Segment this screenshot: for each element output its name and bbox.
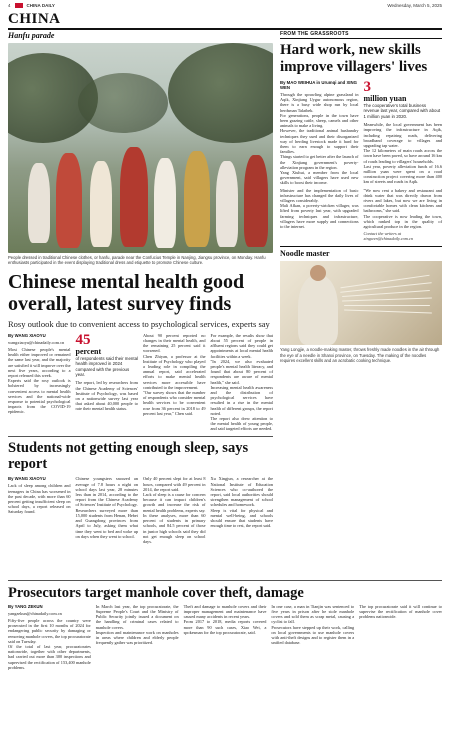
manhole-section bbox=[8, 580, 442, 670]
mental-health-headline: Chinese mental health good overall, latest survey finds bbox=[8, 270, 245, 315]
manhole-paragraph: In March last year, the top procuratorate, the Supreme People's Court and the Ministry of Public Security jointly issued a document on the handling of criminal cases related to manhole covers. bbox=[95, 603, 179, 630]
mental-email[interactable]: wangxiaoyu@chinadaily.com.cn bbox=[8, 339, 65, 345]
manhole-paragraph: The top procuratorate said it will continue to supervise the rectification of manhole cover problems nationwide. bbox=[359, 603, 442, 620]
noodle-master-photo bbox=[280, 261, 442, 345]
mental-paragraph: For example, the results show that about 55 percent of people in affluent regions said they could get appointments at local mental health facilities within a week. bbox=[210, 332, 273, 359]
sleep-paragraph: Sleep is vital for physical and mental well-being, and schools should ensure that students have enough time to rest, the report said. bbox=[210, 507, 273, 529]
grassroots-stat-text: The cooperative's total business revenue last year, compared with about 1 million yuan in 2020. bbox=[363, 103, 441, 119]
manhole-byline: By YANG ZEKUN bbox=[8, 603, 43, 609]
grassroots-paragraph: Meanwhile, the local government has been improving the infrastructure in Aqik, including repairing roads, delivering broadband coverage to villages and upgrading tap water. bbox=[363, 122, 442, 149]
grassroots-headline: Hard work, new skills improve villagers' lives bbox=[280, 42, 428, 75]
mental-paragraph: Chen Zhiyan, a professor at the Institute of Psychology who played a leading role in compiling the annual report, said accelerated efforts to make mental health services more accessible have contributed to the improvement. bbox=[143, 353, 206, 390]
mental-paragraph: The report also drew attention to the mental health of young people, and said targeted efforts are needed. bbox=[210, 416, 273, 432]
grassroots-label: FROM THE GRASSROOTS bbox=[280, 31, 442, 39]
grassroots-paragraph: "We now rent a bakery and restaurant and drink water that was directly drawn from rivers and lakes, but now we are living in comfortable homes with clean kitchens and bathrooms," she said. bbox=[363, 187, 442, 214]
manhole-email[interactable]: yangzekun@chinadaily.com.cn bbox=[8, 610, 62, 616]
manhole-paragraph: Theft and damage to manhole covers and their improper management and maintenance have caused many accidents in recent years. bbox=[183, 603, 267, 620]
manhole-paragraph: Fifty-five people across the country were prosecuted in the first 10 months of 2024 for endangering public security by damaging or removing manhole covers, the top procuratorate said on Tuesday. bbox=[8, 618, 91, 644]
grassroots-paragraph: However, the traditional animal husbandry techniques they used and their disorganized way of herding livestock made it hard for them to earn enough to support their families. bbox=[280, 128, 359, 155]
paper-name: CHINA DAILY bbox=[26, 3, 55, 8]
section-title: CHINA bbox=[8, 11, 61, 27]
manhole-paragraph: Of the total of last year, procuratorates nationwide, together with other departments, had carried out more than 300 inspections and supervised the rectification of 153,400 manhole problems. bbox=[8, 644, 91, 670]
sleep-byline: By WANG XIAOYU bbox=[8, 476, 46, 482]
sleep-paragraph: Lack of sleep among children and teenagers in China has worsened in the past decade, with more than 60 percent getting insufficient sleep on school days, a report released on Saturday found. bbox=[8, 483, 71, 515]
sleep-story bbox=[8, 476, 273, 544]
grassroots-stat-number: 3 bbox=[363, 79, 371, 95]
paper-logo-icon bbox=[15, 3, 23, 8]
mental-paragraph: "In 2024, we also evaluated people's mental health literacy, and found that about 80 percent of respondents are aware of mental health," she said. bbox=[210, 358, 273, 385]
grassroots-paragraph: Things started to get better after the launch of the Xinjiang government's poverty-alleviation program in the region. bbox=[280, 154, 359, 170]
noodle-label: Noodle master bbox=[280, 246, 442, 258]
mental-health-story bbox=[8, 333, 273, 432]
left-column bbox=[8, 31, 273, 544]
mental-stat-unit: percent bbox=[75, 346, 102, 356]
manhole-paragraph: From 2017 to 2018, media reports covered more than 90 such cases, Xiao Wei, a spokesman for the top procuratorate, said. bbox=[183, 619, 267, 635]
grassroots-paragraph: Yang Xiuhui, a member from the local government, said villagers have used new skills to boost their income. bbox=[280, 170, 359, 186]
masthead bbox=[8, 3, 442, 12]
grassroots-story-cont bbox=[280, 188, 442, 242]
grassroots-byline: By MAO WEIHUA in Urumqi and XING WEN bbox=[280, 80, 357, 90]
sleep-paragraph: Lack of sleep is a cause for concern because it can impact children's growth and increase the risk of mental health problems, experts say. bbox=[143, 492, 206, 513]
grassroots-paragraph: The cooperative is now leading the town, which ranked top in the quality of agricultural produce in the region. bbox=[363, 213, 442, 230]
sleep-paragraph: Chinese youngsters snoozed an average of 7.8 hours a night on school days last year, 28 minutes less than in 2014, according to the report from the Chinese Academy of Sciences' Institute of Psychology. bbox=[75, 476, 138, 508]
mental-paragraph: Experts said the rosy outlook is bolstered by increasingly convenient access to mental health services and the national-wide response to potential psychological impacts from the COVID-19 epidemic. bbox=[8, 378, 71, 415]
section-rule bbox=[8, 28, 442, 30]
hanfu-parade-photo bbox=[8, 43, 273, 253]
manhole-paragraph: Prosecutors have stepped up their work, calling on local governments to use manhole covers with anti-theft designs and to register them in a unified database. bbox=[271, 624, 355, 646]
right-column bbox=[280, 31, 442, 364]
sleep-paragraph: In these analyses, more than 60 percent of students in primary schools, and 84.5 percent of those in junior high schools said they did not get enough sleep on school days. bbox=[143, 512, 206, 544]
mental-paragraph: "Our survey shows that the number of respondents who consider mental health services to be convenient rose from 36 percent in 2018 to 49 percent last year," Chen said. bbox=[143, 390, 206, 416]
hanfu-tag: Hanfu parade bbox=[8, 31, 55, 40]
grassroots-paragraph: The 12 kilometers of main roads across the town have been paved, so have around 16 km of roads leading to villagers' households. bbox=[363, 148, 442, 164]
manhole-story bbox=[8, 604, 442, 670]
grassroots-paragraph: Last year, poverty alleviation funds of 16.6 million yuan were spent on a road construction project covering more than 400 km of streets and roads in Aqik. bbox=[363, 163, 442, 185]
mental-paragraph: Increasing mental health awareness and the distribution of psychological services have resulted in a rise in the mental health of different groups, the report noted. bbox=[210, 384, 273, 416]
manhole-headline: Prosecutors target manhole cover theft, damage bbox=[8, 584, 304, 601]
hanfu-caption: People dressed in traditional Chinese clothes, or hanfu, parade near the Confucius Temple in Nanjing, Jiangsu province, on Monday. Hanfu enthusiasts participated in the event displaying traditional dress and etiquette to promote Chinese culture. bbox=[8, 255, 266, 266]
mental-stat-number: 45 bbox=[75, 331, 91, 348]
mental-paragraph: About 90 percent reported no changes in their mental health, and the remaining 25 percent said it worsened. bbox=[143, 332, 206, 354]
noodle-caption: Yang Longjie, a noodle-making master, throws freshly made noodles in the air through the eye of a needle in Shanxi province, on Tuesday. The making of the noodles requires excellent skills and an acrobatic cooking technique. bbox=[280, 347, 440, 364]
manhole-paragraph: In one case, a man in Tianjin was sentenced to five years in prison after he stole manhole covers and sold them as scrap metal, causing a cyclist to fall. bbox=[271, 603, 355, 625]
issue-date: Wednesday, March 5, 2025 bbox=[387, 3, 442, 8]
sleep-headline: Students not getting enough sleep, says report bbox=[8, 440, 249, 473]
manhole-paragraph: Inspection and maintenance work on manholes in areas where children and elderly people frequently gather was prioritized. bbox=[95, 629, 179, 646]
divider bbox=[8, 580, 442, 581]
page-number: 4 bbox=[8, 3, 11, 8]
mental-paragraph: Most Chinese people's mental health either improved or remained the same last year, and the majority are satisfied it will improve over the next five years, according to a report released this week. bbox=[8, 347, 71, 379]
contact-writers[interactable]: Contact the writers at xingwen@chinadaily.com.cn bbox=[363, 231, 414, 242]
divider bbox=[8, 436, 273, 437]
sleep-paragraph: Only 40 percent slept for at least 8 hours, compared with 49 percent in 2014, the report said. bbox=[143, 476, 206, 492]
mental-paragraph: The report, led by researchers from the Chinese Academy of Sciences' Institute of Psychology, was based on a nationwide survey last year that asked about 40,000 people to rate their mental health status. bbox=[75, 380, 138, 412]
grassroots-paragraph: Mali Afkan, a poverty-stricken villager, was lifted from poverty last year, with upgraded farming techniques and infrastructure, villagers have more supply and connections to the internet. bbox=[280, 203, 359, 230]
mental-stat-text: of respondents said their mental health improved in 2024 compared with the previous year. bbox=[75, 355, 138, 378]
mental-byline: By WANG XIAOYU bbox=[8, 332, 46, 338]
grassroots-stat-unit: million yuan bbox=[363, 94, 407, 103]
mental-health-deck: Rosy outlook due to convenient access to psychological services, experts say bbox=[8, 318, 270, 329]
grassroots-paragraph: Through the sprawling alpine grassland in Aqik, Xinjiang Uygur autonomous region, there is a busy wide shop run by local herdsman Talatbek. bbox=[280, 92, 359, 113]
grassroots-paragraph: For generations, people in the town have been grazing cattle, sheep, camels and other animals to make a living. bbox=[280, 112, 359, 129]
sleep-paragraph: Xu Xingjun, a researcher at the National Institute of Education Sciences who co-authored the report, said local authorities should strengthen management of school schedules and homework. bbox=[210, 476, 273, 508]
grassroots-paragraph: Minister and the implementation of basic infrastructure has changed the daily lives of villagers considerably. bbox=[280, 187, 359, 204]
sleep-paragraph: Researchers surveyed more than 15,000 students from Henan, Hebei and Guangdong provinces from April to July, asking them what time they went to bed and woke up on days when they went to school. bbox=[75, 507, 138, 539]
grassroots-story bbox=[280, 80, 442, 186]
